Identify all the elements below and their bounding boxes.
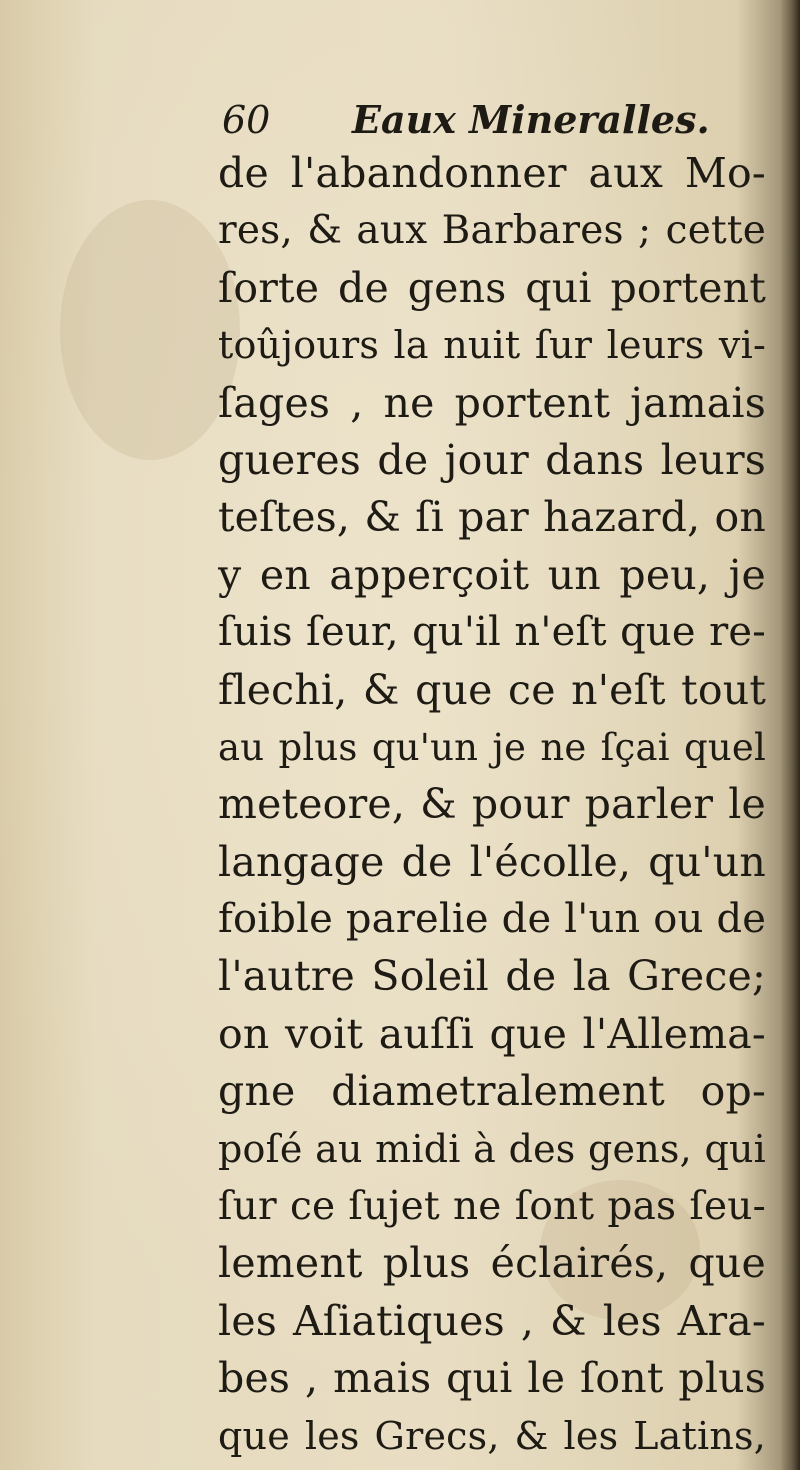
text-line: toûjours la nuit ſur leurs vi- — [218, 323, 766, 368]
text-line: langage de l'écolle, qu'un — [218, 837, 766, 886]
text-line: ſur ce ſujet ne ſont pas ſeu- — [218, 1184, 766, 1230]
text-line: bes , mais qui le ſont plus — [218, 1354, 766, 1403]
binding-gutter — [780, 0, 800, 1470]
text-line: les Aſiatiques , & les Ara- — [218, 1296, 766, 1345]
text-line: y en apperçoit un peu, je — [218, 550, 766, 599]
text-line: ſages , ne portent jamais — [218, 378, 766, 427]
text-line: lement plus éclairés, que — [218, 1239, 766, 1288]
text-line: teſtes, & ſi par hazard, on — [218, 493, 766, 542]
text-line: de l'abandonner aux Mo- — [218, 149, 766, 197]
text-line: gne diametralement op- — [218, 1067, 766, 1116]
paper-stain — [60, 200, 240, 460]
text-line: on voit auſſi que l'Allema- — [218, 1009, 766, 1058]
text-line: meteore, & pour parler le — [218, 780, 766, 829]
text-line: foible parelie de l'un ou de — [218, 896, 766, 943]
page-header — [222, 95, 762, 145]
text-line: au plus qu'un je ne ſçai quel — [218, 725, 766, 769]
text-line: ſuis ſeur, qu'il n'eſt que re- — [218, 609, 766, 656]
text-line: que les Grecs, & les Latins, — [218, 1413, 766, 1458]
page-number: 60 — [222, 98, 271, 142]
text-line: res, & aux Barbares ; cette — [218, 208, 766, 254]
running-title: Eaux Mineralles. — [352, 97, 710, 142]
text-line: l'autre Soleil de la Grece; — [218, 952, 766, 1001]
text-line: gueres de jour dans leurs — [218, 435, 766, 484]
body-text — [218, 145, 766, 1465]
text-line: poſé au midi à des gens, qui — [218, 1126, 766, 1171]
text-line: ſorte de gens qui portent — [218, 263, 766, 312]
text-line: flechi, & que ce n'eſt tout — [218, 665, 766, 714]
